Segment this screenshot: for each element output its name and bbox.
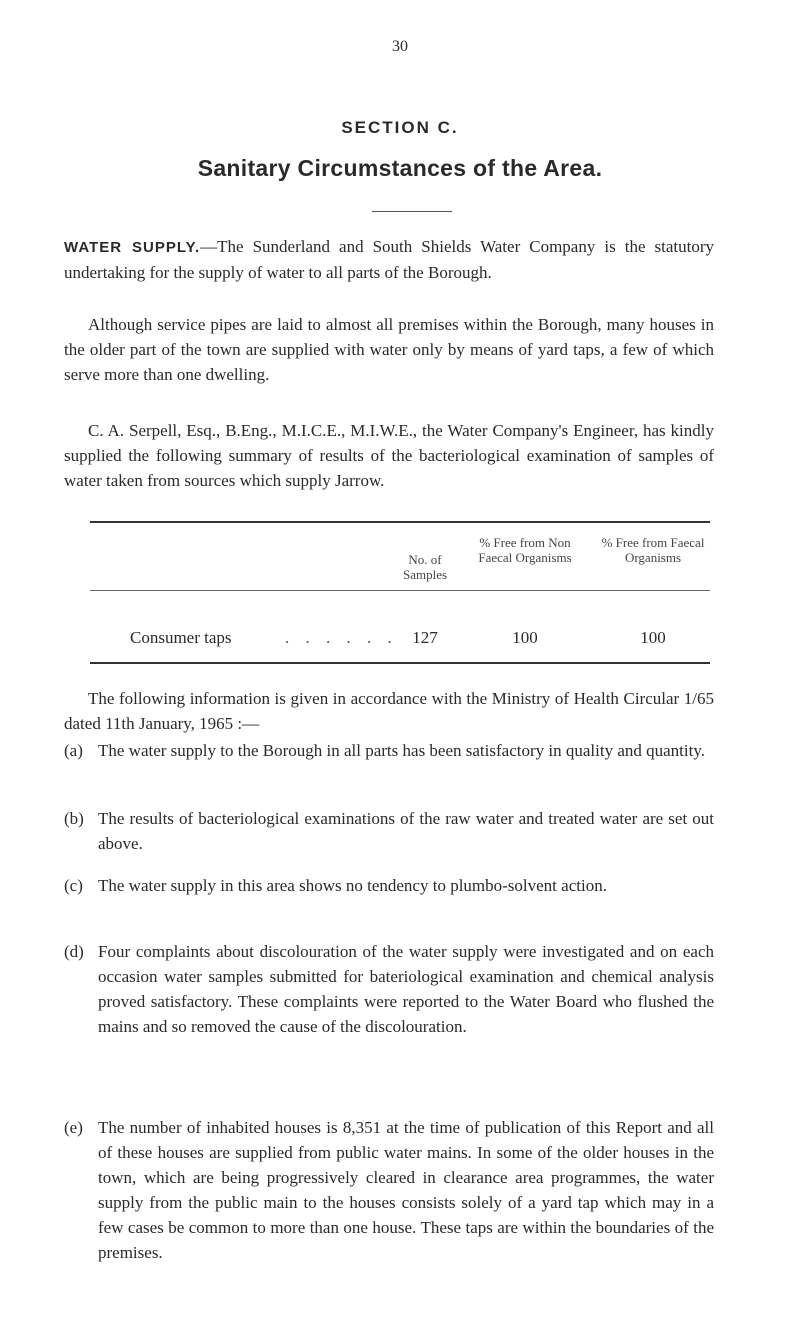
row-non-faecal: 100	[512, 628, 538, 647]
header-faecal: % Free from Faecal Organisms	[601, 535, 705, 565]
header-non-faecal: % Free from Non Faecal Organisms	[478, 535, 572, 565]
item-label: (e)	[64, 1118, 83, 1137]
section-title: Sanitary Circumstances of the Area.	[197, 155, 603, 181]
table-top-rule	[90, 521, 710, 523]
row-samples: 127	[412, 628, 438, 647]
section-label: SECTION C.	[341, 118, 459, 137]
table-bottom-rule	[90, 662, 710, 664]
service-pipes-paragraph: Although service pipes are laid to almost all premises within the Borough, many houses in the older part of the town are supplied with water only by means of yard taps, a few of which serve more than one dwelling.	[64, 315, 714, 384]
item-text: The water supply in this area shows no tendency to plumbo-solvent action.	[98, 876, 607, 895]
row-label: Consumer taps	[130, 628, 232, 647]
row-leader-dots: . . . . . .	[285, 628, 398, 647]
page-number: 30	[392, 38, 408, 55]
item-text: Four complaints about discolouration of the water supply were investigated and on each occasion water samples submitted for bateriological examination and chemical analysis proved satisfactory. These complaints were reported to the Water Board who flushed the mains and so removed the cause of the discolouration.	[98, 942, 714, 1036]
item-text: The water supply to the Borough in all parts has been satisfactory in quality and quantity.	[98, 741, 705, 760]
water-supply-paragraph	[64, 234, 714, 285]
item-label: (b)	[64, 809, 84, 828]
item-label: (c)	[64, 876, 83, 895]
water-supply-text: —The Sunderland and South Shields Water Company is the statutory undertaking for the supply of water to all parts of the Borough.	[64, 237, 715, 282]
item-text: The number of inhabited houses is 8,351 at the time of publication of this Report and all of these houses are supplied from public water mains. In some of the older houses in the town, which are being progressively cleared in clearance area programmes, the water supply from the public main to the houses consists solely of a yard tap which may in a few cases be common to more than one house. These taps are within the boundaries of the premises.	[98, 1118, 714, 1262]
item-label: (a)	[64, 741, 83, 760]
table-header-rule	[90, 590, 710, 591]
item-label: (d)	[64, 942, 84, 961]
title-divider	[372, 211, 452, 212]
row-faecal: 100	[640, 628, 666, 647]
item-text: The results of bacteriological examinations of the raw water and treated water are set out above.	[98, 809, 714, 853]
circular-paragraph: The following information is given in accordance with the Ministry of Health Circular 1/65 dated 11th January, 1965 :—	[64, 689, 714, 733]
water-supply-heading: WATER SUPPLY.	[64, 239, 201, 256]
header-no-of-samples: No. of Samples	[402, 552, 448, 582]
engineer-paragraph: C. A. Serpell, Esq., B.Eng., M.I.C.E., M.I.W.E., the Water Company's Engineer, has kindly supplied the following summary of results of the bacteriological examination of samples of water taken from sources which supply Jarrow.	[64, 421, 714, 490]
